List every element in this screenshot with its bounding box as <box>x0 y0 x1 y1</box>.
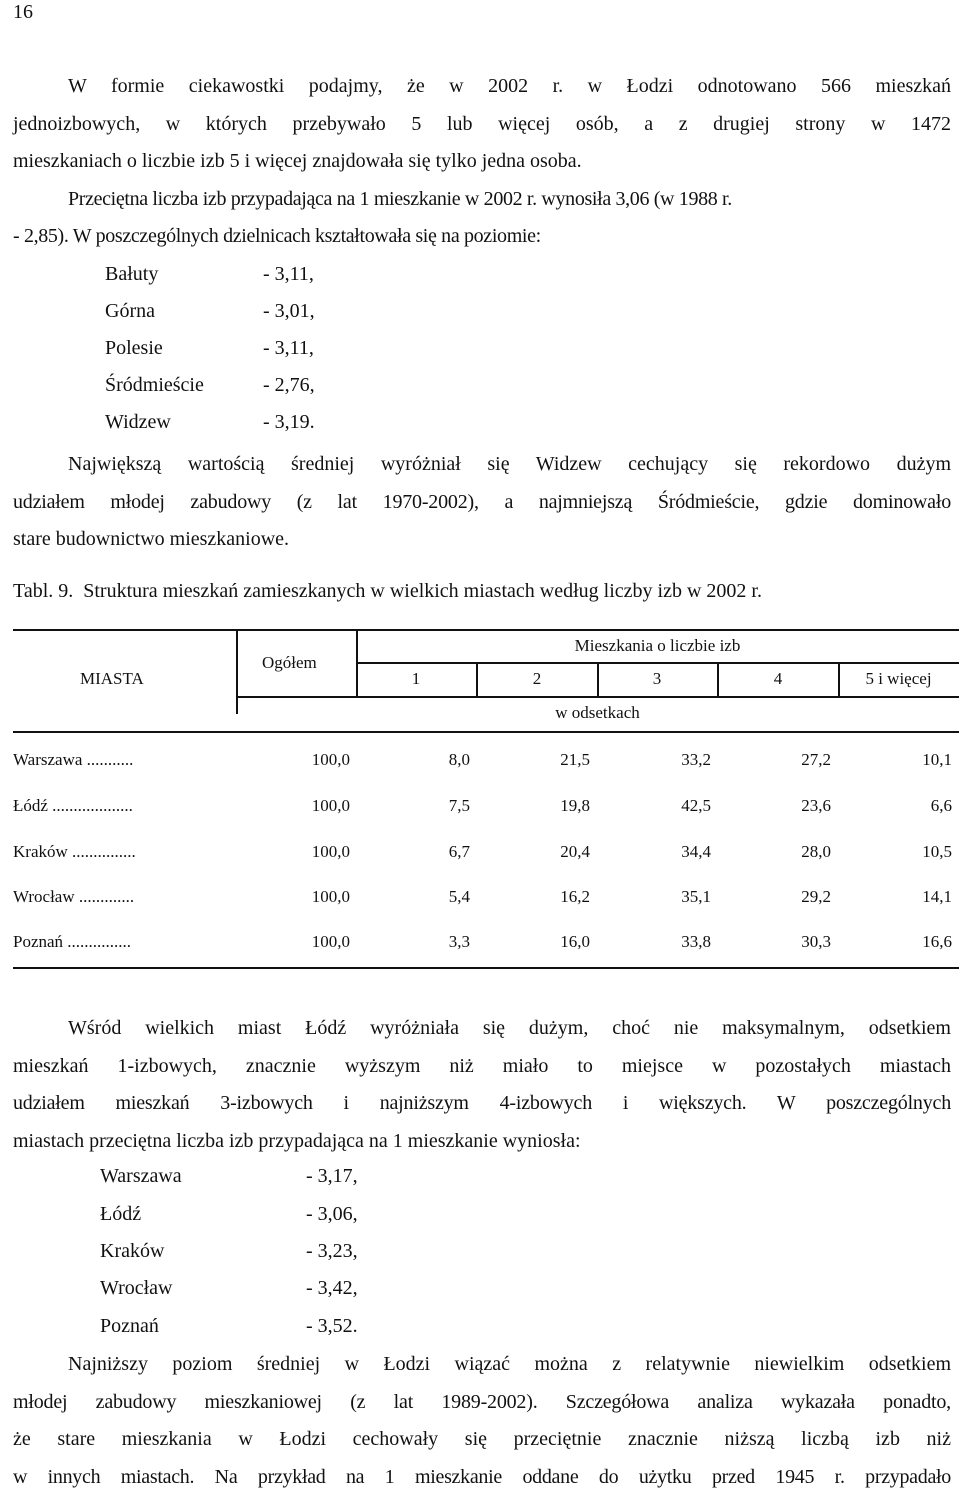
district-value: - 3,11, <box>263 330 314 367</box>
city-name: Kraków <box>100 1233 164 1270</box>
paragraph-line: młodej zabudowy mieszkaniowej (z lat 1989-2002). Szczegółowa analiza wykazała ponadto, <box>13 1384 951 1422</box>
paragraph-line: miastach przeciętna liczba izb przypadająca na 1 mieszkanie wyniosła: <box>13 1123 951 1161</box>
header-col-5: 5 i więcej <box>838 669 959 689</box>
row-col-5: 14,1 <box>838 887 952 907</box>
city-value: - 3,52. <box>306 1308 358 1345</box>
table-bottom-border <box>13 967 959 969</box>
list-item <box>105 330 505 367</box>
paragraph-widzew <box>13 446 951 559</box>
city-value: - 3,23, <box>306 1233 358 1270</box>
paragraph-conclusion <box>13 1346 951 1496</box>
header-col-2: 2 <box>477 669 597 689</box>
city-average-list <box>100 1158 500 1348</box>
header-rooms: Mieszkania o liczbie izb <box>356 636 959 656</box>
table-divider <box>236 696 959 698</box>
row-col-3: 42,5 <box>597 796 711 816</box>
paragraph-line: mieszkań 1-izbowych, znacznie wyższym niż miało to miejsce w pozostałych miastach <box>13 1048 951 1086</box>
row-col-2: 19,8 <box>476 796 590 816</box>
row-total: 100,0 <box>236 932 350 952</box>
paragraph-intro <box>13 68 951 256</box>
header-col-4: 4 <box>718 669 838 689</box>
row-total: 100,0 <box>236 842 350 862</box>
header-col-1: 1 <box>356 669 476 689</box>
city-name: Warszawa <box>100 1158 182 1195</box>
district-value: - 3,11, <box>263 256 314 293</box>
paragraph-line: stare budownictwo mieszkaniowe. <box>13 521 951 559</box>
page-number: 16 <box>13 0 33 24</box>
row-col-5: 16,6 <box>838 932 952 952</box>
city-name: Poznań <box>100 1308 159 1345</box>
paragraph-line: udziałem młodej zabudowy (z lat 1970-2002), a najmniejszą Śródmieście, gdzie dominowało <box>13 484 951 522</box>
row-city: Wrocław ............. <box>13 887 223 907</box>
list-item <box>100 1270 500 1307</box>
header-total: Ogółem <box>262 653 317 673</box>
list-item <box>105 367 505 404</box>
paragraph-line: że stare mieszkania w Łodzi cechowały się przeciętnie znacznie niższą liczbą izb niż <box>13 1421 951 1459</box>
list-item <box>100 1308 500 1345</box>
table-header-bottom <box>13 731 959 733</box>
district-value: - 2,76, <box>263 367 315 404</box>
paragraph-line: Przeciętna liczba izb przypadająca na 1 mieszkanie w 2002 r. wynosiła 3,06 (w 1988 r. <box>13 181 951 219</box>
table-top-border <box>13 629 959 631</box>
apartments-table <box>0 625 960 975</box>
row-city: Łódź ................... <box>13 796 223 816</box>
table-divider <box>356 662 959 664</box>
list-item <box>100 1158 500 1195</box>
list-item <box>105 293 505 330</box>
row-col-5: 6,6 <box>838 796 952 816</box>
row-total: 100,0 <box>236 887 350 907</box>
header-city: MIASTA <box>80 669 144 689</box>
district-value: - 3,19. <box>263 404 315 441</box>
city-value: - 3,17, <box>306 1158 358 1195</box>
paragraph-line: - 2,85). W poszczególnych dzielnicach kształtowała się na poziomie: <box>13 218 951 256</box>
list-item <box>105 256 505 293</box>
list-item <box>105 404 505 441</box>
list-item <box>100 1233 500 1270</box>
list-item <box>100 1196 500 1233</box>
row-col-5: 10,5 <box>838 842 952 862</box>
paragraph-line: mieszkaniach o liczbie izb 5 i więcej znajdowała się tylko jedna osoba. <box>13 143 951 181</box>
row-col-4: 28,0 <box>717 842 831 862</box>
row-col-2: 21,5 <box>476 750 590 770</box>
row-col-3: 33,2 <box>597 750 711 770</box>
row-col-4: 23,6 <box>717 796 831 816</box>
city-name: Łódź <box>100 1196 141 1233</box>
row-col-1: 7,5 <box>356 796 470 816</box>
district-name: Bałuty <box>105 256 158 293</box>
header-col-3: 3 <box>597 669 717 689</box>
row-col-1: 8,0 <box>356 750 470 770</box>
row-col-1: 3,3 <box>356 932 470 952</box>
row-city: Warszawa ........... <box>13 750 223 770</box>
district-name: Górna <box>105 293 155 330</box>
row-col-5: 10,1 <box>838 750 952 770</box>
paragraph-line: jednoizbowych, w których przebywało 5 lub więcej osób, a z drugiej strony w 1472 <box>13 106 951 144</box>
row-col-3: 33,8 <box>597 932 711 952</box>
paragraph-lodz <box>13 1010 951 1160</box>
district-name: Śródmieście <box>105 367 204 404</box>
row-city: Poznań ............... <box>13 932 223 952</box>
district-value: - 3,01, <box>263 293 315 330</box>
header-unit: w odsetkach <box>236 703 959 723</box>
row-col-2: 20,4 <box>476 842 590 862</box>
district-name: Widzew <box>105 404 171 441</box>
row-col-3: 35,1 <box>597 887 711 907</box>
row-col-1: 6,7 <box>356 842 470 862</box>
row-col-2: 16,0 <box>476 932 590 952</box>
row-col-2: 16,2 <box>476 887 590 907</box>
table-caption: Tabl. 9. Struktura mieszkań zamieszkanych w wielkich miastach według liczby izb w 2002 r. <box>13 576 762 606</box>
row-total: 100,0 <box>236 750 350 770</box>
table-divider <box>236 629 238 714</box>
paragraph-line: Największą wartością średniej wyróżniał się Widzew cechujący się rekordowo dużym <box>13 446 951 484</box>
district-name: Polesie <box>105 330 163 367</box>
paragraph-line: w innych miastach. Na przykład na 1 mieszkanie oddane do użytku przed 1945 r. przypadało <box>13 1459 951 1496</box>
city-value: - 3,06, <box>306 1196 358 1233</box>
district-list <box>105 256 505 446</box>
paragraph-line: Wśród wielkich miast Łódź wyróżniała się dużym, choć nie maksymalnym, odsetkiem <box>13 1010 951 1048</box>
paragraph-line: W formie ciekawostki podajmy, że w 2002 r. w Łodzi odnotowano 566 mieszkań <box>13 68 951 106</box>
row-col-1: 5,4 <box>356 887 470 907</box>
paragraph-line: Najniższy poziom średniej w Łodzi wiązać można z relatywnie niewielkim odsetkiem <box>13 1346 951 1384</box>
row-city: Kraków ............... <box>13 842 223 862</box>
row-col-3: 34,4 <box>597 842 711 862</box>
city-value: - 3,42, <box>306 1270 358 1307</box>
row-total: 100,0 <box>236 796 350 816</box>
row-col-4: 29,2 <box>717 887 831 907</box>
paragraph-line: udziałem mieszkań 3-izbowych i najniższym 4-izbowych i większych. W poszczególnych <box>13 1085 951 1123</box>
row-col-4: 27,2 <box>717 750 831 770</box>
row-col-4: 30,3 <box>717 932 831 952</box>
city-name: Wrocław <box>100 1270 173 1307</box>
